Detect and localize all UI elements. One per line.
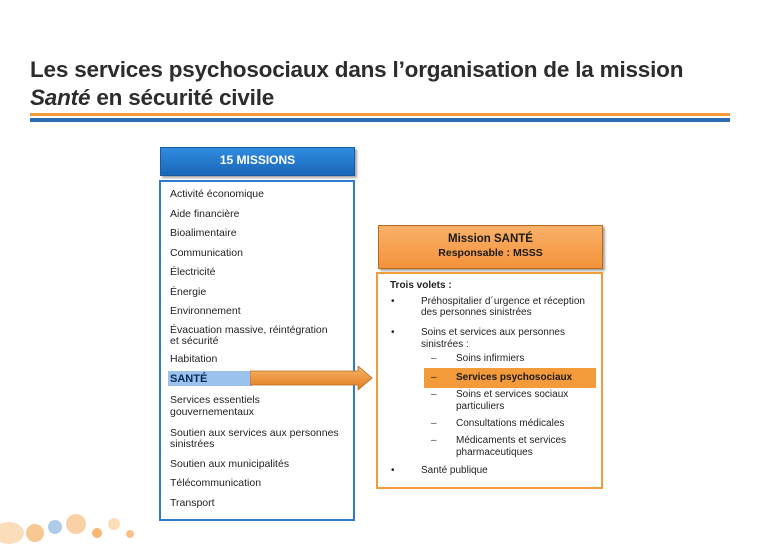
mission-item: Activité économique (170, 188, 264, 200)
dash-icon: – (431, 435, 437, 446)
title-italic-word: Santé (30, 85, 91, 110)
sub-item-continued: particuliers (456, 401, 505, 412)
sub-item: Consultations médicales (456, 418, 565, 429)
mission-item: Bioalimentaire (170, 227, 237, 239)
volet-item-continued: sinistrées : (421, 339, 469, 350)
mission-item: Soutien aux municipalités (170, 458, 290, 470)
decorative-bubble (108, 518, 120, 530)
decorative-bubble (126, 530, 134, 538)
mission-item: Environnement (170, 305, 241, 317)
mission-item: Communication (170, 247, 243, 259)
mission-item: Aide financière (170, 208, 240, 220)
sub-item: Soins infirmiers (456, 353, 525, 364)
sante-header-subtitle: Responsable : MSSS (438, 247, 543, 259)
mission-item-continued: et sécurité (170, 335, 219, 347)
title-rule-orange (30, 113, 730, 116)
mission-item: Transport (170, 497, 215, 509)
page-title (30, 56, 750, 112)
title-line-2-rest: en sécurité civile (90, 85, 275, 110)
decorative-bubble (26, 524, 44, 542)
mission-item: Énergie (170, 286, 207, 298)
decorative-bubble (0, 522, 24, 544)
missions-list (159, 180, 355, 521)
sante-header (378, 225, 603, 269)
volet-item: Préhospitalier d´urgence et réception (421, 296, 585, 307)
volets-title: Trois volets : (390, 280, 452, 291)
mission-item: Évacuation massive, réintégration (170, 324, 328, 336)
mission-item: Électricité (170, 266, 216, 278)
sub-item-continued: pharmaceutiques (456, 447, 533, 458)
mission-item: Télécommunication (170, 477, 262, 489)
arrow-right-icon (250, 366, 374, 390)
bullet-icon: • (391, 296, 395, 307)
bullet-icon: • (391, 327, 395, 338)
sub-item: Médicaments et services (456, 435, 567, 446)
sub-item-psychosocial: Services psychosociaux (456, 372, 573, 383)
volet-item-continued: des personnes sinistrées (421, 307, 532, 318)
dash-icon: – (431, 418, 437, 429)
sante-header-title: Mission SANTÉ (448, 233, 533, 245)
volet-item: Santé publique (421, 465, 488, 476)
volet-item: Soins et services aux personnes (421, 327, 565, 338)
sante-details (376, 272, 603, 489)
sub-item: Soins et services sociaux (456, 389, 569, 400)
mission-item: Habitation (170, 353, 218, 365)
mission-item-continued: sinistrées (170, 438, 215, 450)
bullet-icon: • (391, 465, 395, 476)
dash-icon: – (431, 372, 437, 383)
title-rule-blue (30, 118, 730, 122)
mission-item: Soutien aux services aux personnes (170, 427, 339, 439)
mission-item-sante: SANTÉ (170, 373, 208, 385)
mission-item: Services essentiels (170, 394, 260, 406)
missions-header: 15 MISSIONS (160, 147, 355, 176)
decorative-bubble (66, 514, 86, 534)
dash-icon: – (431, 389, 437, 400)
title-line-2 (30, 84, 750, 112)
mission-item-continued: gouvernementaux (170, 406, 255, 418)
dash-icon: – (431, 353, 437, 364)
decorative-bubble (92, 528, 102, 538)
title-line-1: Les services psychosociaux dans l’organisation de la mission (30, 57, 684, 82)
decorative-bubble (48, 520, 62, 534)
